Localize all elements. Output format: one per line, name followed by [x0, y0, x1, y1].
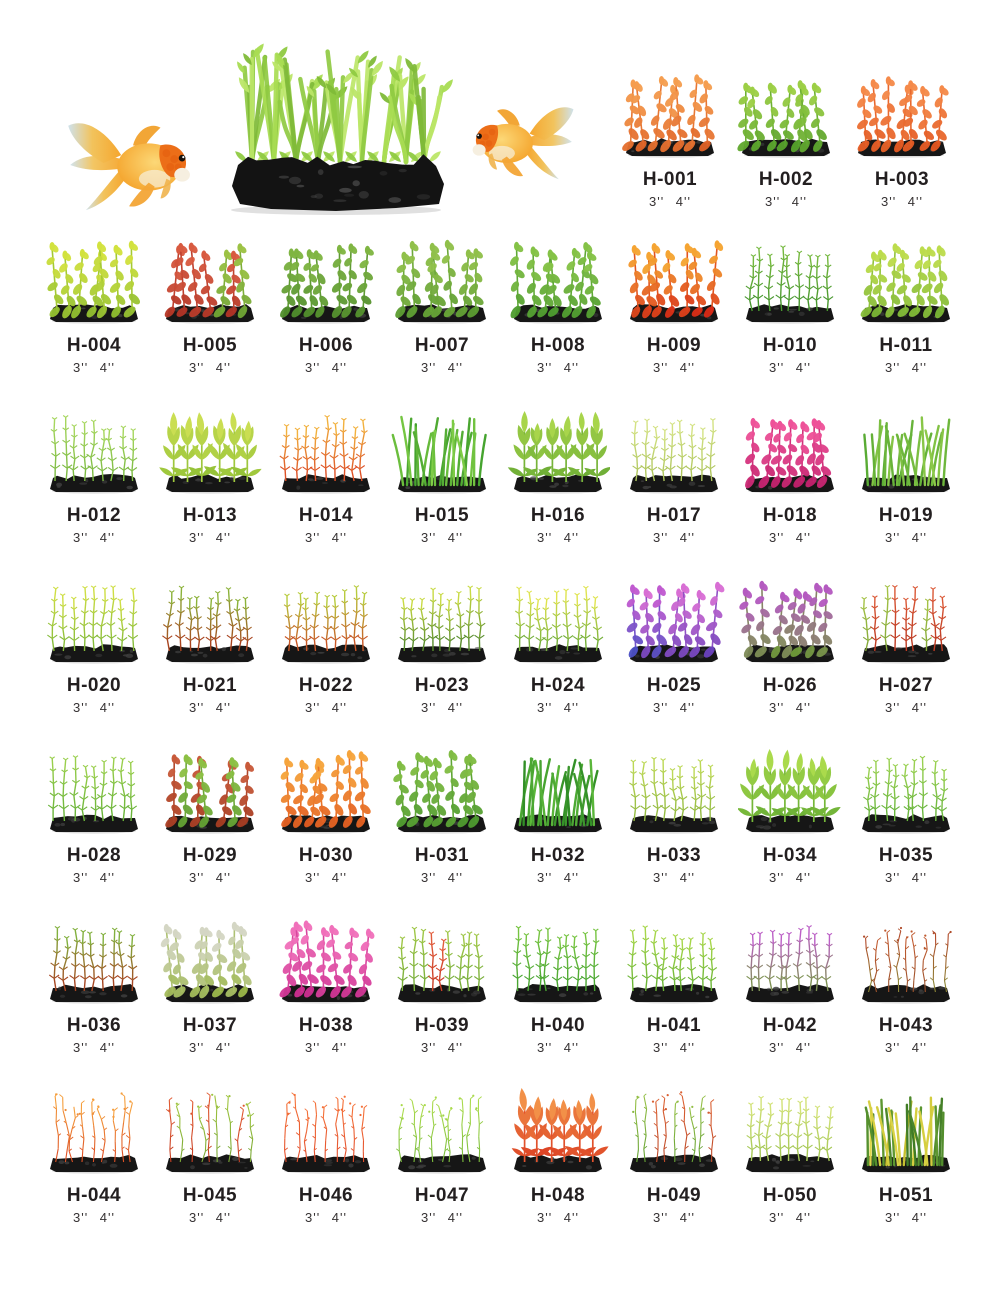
goldfish-right-icon — [458, 96, 580, 186]
product-size: 3'' 4'' — [653, 1210, 695, 1225]
product-size: 3'' 4'' — [537, 700, 579, 715]
plant-image — [42, 408, 146, 496]
product-code: H-044 — [66, 1185, 122, 1206]
plant-image — [390, 918, 494, 1006]
product-item — [732, 910, 848, 1080]
header-section — [0, 0, 1000, 230]
product-size: 3'' 4'' — [885, 1210, 927, 1225]
plant-image — [618, 64, 722, 160]
product-item — [616, 1080, 732, 1250]
product-item — [384, 1080, 500, 1250]
product-size: 3'' 4'' — [769, 870, 811, 885]
product-code: H-008 — [530, 335, 586, 356]
plant-image — [274, 578, 378, 666]
product-size: 3'' 4'' — [189, 1210, 231, 1225]
product-code: H-024 — [530, 675, 586, 696]
product-item — [732, 400, 848, 570]
plant-image — [622, 918, 726, 1006]
product-size: 3'' 4'' — [305, 1210, 347, 1225]
plant-image — [738, 578, 842, 666]
product-item — [616, 740, 732, 910]
product-code: H-005 — [182, 335, 238, 356]
plant-image — [622, 408, 726, 496]
product-size: 3'' 4'' — [421, 1040, 463, 1055]
product-row — [0, 230, 1000, 400]
product-size: 3'' 4'' — [421, 700, 463, 715]
product-size: 3'' 4'' — [421, 530, 463, 545]
plant-image — [390, 748, 494, 836]
plant-image — [622, 1088, 726, 1176]
product-size: 3'' 4'' — [189, 700, 231, 715]
product-code: H-045 — [182, 1185, 238, 1206]
product-code: H-040 — [530, 1015, 586, 1036]
product-code: H-006 — [298, 335, 354, 356]
product-item — [268, 740, 384, 910]
product-size: 3'' 4'' — [73, 1040, 115, 1055]
product-size: 3'' 4'' — [885, 1040, 927, 1055]
plant-image — [854, 748, 958, 836]
plant-image — [850, 64, 954, 160]
product-code: H-032 — [530, 845, 586, 866]
plant-image — [42, 578, 146, 666]
product-size: 3'' 4'' — [189, 360, 231, 375]
product-code: H-025 — [646, 675, 702, 696]
product-code: H-033 — [646, 845, 702, 866]
product-code: H-004 — [66, 335, 122, 356]
product-code: H-049 — [646, 1185, 702, 1206]
product-code: H-016 — [530, 505, 586, 526]
product-size: 3'' 4'' — [765, 194, 807, 209]
product-size: 3'' 4'' — [537, 530, 579, 545]
product-code: H-010 — [762, 335, 818, 356]
plant-image — [738, 748, 842, 836]
product-code: H-012 — [66, 505, 122, 526]
product-item — [848, 570, 964, 740]
plant-image — [42, 918, 146, 1006]
product-size: 3'' 4'' — [769, 700, 811, 715]
product-code: H-022 — [298, 675, 354, 696]
product-item — [848, 400, 964, 570]
product-item — [384, 400, 500, 570]
plant-image — [390, 238, 494, 326]
product-code: H-042 — [762, 1015, 818, 1036]
product-size: 3'' 4'' — [73, 530, 115, 545]
product-code: H-029 — [182, 845, 238, 866]
plant-image — [274, 918, 378, 1006]
plant-image — [506, 1088, 610, 1176]
product-size: 3'' 4'' — [537, 1210, 579, 1225]
product-size: 3'' 4'' — [73, 870, 115, 885]
product-item — [612, 56, 728, 208]
product-grid — [0, 230, 1000, 1250]
product-code: H-031 — [414, 845, 470, 866]
product-code: H-013 — [182, 505, 238, 526]
product-size: 3'' 4'' — [305, 360, 347, 375]
product-size: 3'' 4'' — [189, 1040, 231, 1055]
plant-image — [390, 408, 494, 496]
product-item — [36, 910, 152, 1080]
product-item — [36, 740, 152, 910]
product-code: H-017 — [646, 505, 702, 526]
product-size: 3'' 4'' — [769, 1040, 811, 1055]
product-item — [616, 570, 732, 740]
product-size: 3'' 4'' — [769, 1210, 811, 1225]
plant-image — [390, 578, 494, 666]
product-code: H-027 — [878, 675, 934, 696]
plant-image — [854, 238, 958, 326]
product-size: 3'' 4'' — [189, 870, 231, 885]
product-item — [500, 740, 616, 910]
product-size: 3'' 4'' — [885, 360, 927, 375]
product-item — [500, 1080, 616, 1250]
hero-plant-image — [216, 34, 456, 220]
product-item — [848, 910, 964, 1080]
product-item — [728, 56, 844, 208]
plant-image — [158, 408, 262, 496]
product-code: H-037 — [182, 1015, 238, 1036]
product-item — [732, 740, 848, 910]
product-code: H-039 — [414, 1015, 470, 1036]
product-item — [384, 570, 500, 740]
product-code: H-051 — [878, 1185, 934, 1206]
product-item — [500, 400, 616, 570]
plant-image — [738, 1088, 842, 1176]
product-size: 3'' 4'' — [881, 194, 923, 209]
plant-image — [622, 748, 726, 836]
product-size: 3'' 4'' — [537, 870, 579, 885]
product-row — [0, 740, 1000, 910]
product-item — [268, 910, 384, 1080]
plant-image — [274, 408, 378, 496]
product-size: 3'' 4'' — [653, 1040, 695, 1055]
plant-image — [622, 238, 726, 326]
product-code: H-041 — [646, 1015, 702, 1036]
product-item — [732, 570, 848, 740]
product-item — [268, 400, 384, 570]
product-row — [0, 570, 1000, 740]
plant-image — [506, 748, 610, 836]
plant-image — [734, 64, 838, 160]
plant-image — [274, 1088, 378, 1176]
product-size: 3'' 4'' — [305, 530, 347, 545]
product-code: H-009 — [646, 335, 702, 356]
product-size: 3'' 4'' — [769, 530, 811, 545]
product-item — [36, 1080, 152, 1250]
product-item — [152, 910, 268, 1080]
product-code: H-011 — [879, 335, 933, 356]
plant-image — [158, 238, 262, 326]
product-size: 3'' 4'' — [421, 360, 463, 375]
product-item — [36, 570, 152, 740]
product-size: 3'' 4'' — [537, 1040, 579, 1055]
product-size: 3'' 4'' — [885, 530, 927, 545]
plant-image — [158, 578, 262, 666]
plant-image — [854, 918, 958, 1006]
plant-image — [506, 238, 610, 326]
product-code: H-014 — [298, 505, 354, 526]
product-item — [500, 910, 616, 1080]
product-item — [848, 1080, 964, 1250]
product-code: H-023 — [414, 675, 470, 696]
plant-image — [506, 408, 610, 496]
plant-image — [854, 1088, 958, 1176]
plant-image — [390, 1088, 494, 1176]
product-code: H-038 — [298, 1015, 354, 1036]
product-size: 3'' 4'' — [305, 1040, 347, 1055]
product-item — [152, 570, 268, 740]
plant-image — [274, 238, 378, 326]
product-row — [0, 400, 1000, 570]
product-item — [616, 910, 732, 1080]
product-code: H-019 — [878, 505, 934, 526]
product-item — [268, 230, 384, 400]
product-code: H-015 — [414, 505, 470, 526]
product-size: 3'' 4'' — [421, 870, 463, 885]
product-size: 3'' 4'' — [73, 360, 115, 375]
product-code: H-003 — [874, 169, 930, 190]
product-item — [268, 1080, 384, 1250]
plant-image — [738, 238, 842, 326]
product-size: 3'' 4'' — [305, 700, 347, 715]
product-item — [500, 570, 616, 740]
product-size: 3'' 4'' — [189, 530, 231, 545]
plant-image — [158, 918, 262, 1006]
product-code: H-021 — [182, 675, 238, 696]
product-row — [0, 910, 1000, 1080]
plant-image — [274, 748, 378, 836]
product-item — [732, 230, 848, 400]
plant-image — [42, 238, 146, 326]
product-code: H-046 — [298, 1185, 354, 1206]
product-item — [848, 740, 964, 910]
product-item — [152, 1080, 268, 1250]
product-item — [500, 230, 616, 400]
product-size: 3'' 4'' — [649, 194, 691, 209]
product-code: H-028 — [66, 845, 122, 866]
product-code: H-035 — [878, 845, 934, 866]
product-code: H-050 — [762, 1185, 818, 1206]
product-code: H-030 — [298, 845, 354, 866]
plant-image — [854, 408, 958, 496]
product-size: 3'' 4'' — [653, 700, 695, 715]
product-item — [36, 230, 152, 400]
product-item — [152, 740, 268, 910]
product-item — [152, 400, 268, 570]
goldfish-left-icon — [60, 110, 208, 218]
product-item — [616, 400, 732, 570]
product-size: 3'' 4'' — [73, 700, 115, 715]
product-item — [844, 56, 960, 208]
plant-image — [158, 1088, 262, 1176]
plant-image — [506, 918, 610, 1006]
plant-image — [738, 408, 842, 496]
product-item — [848, 230, 964, 400]
product-code: H-026 — [762, 675, 818, 696]
plant-image — [854, 578, 958, 666]
product-size: 3'' 4'' — [769, 360, 811, 375]
product-code: H-034 — [762, 845, 818, 866]
product-item — [732, 1080, 848, 1250]
product-code: H-001 — [642, 169, 698, 190]
plant-image — [738, 918, 842, 1006]
product-size: 3'' 4'' — [305, 870, 347, 885]
product-item — [36, 400, 152, 570]
product-size: 3'' 4'' — [885, 700, 927, 715]
product-item — [152, 230, 268, 400]
product-code: H-007 — [414, 335, 470, 356]
product-size: 3'' 4'' — [885, 870, 927, 885]
product-size: 3'' 4'' — [653, 530, 695, 545]
plant-image — [42, 1088, 146, 1176]
product-code: H-020 — [66, 675, 122, 696]
product-code: H-036 — [66, 1015, 122, 1036]
product-code: H-043 — [878, 1015, 934, 1036]
product-item — [384, 740, 500, 910]
product-code: H-048 — [530, 1185, 586, 1206]
plant-image — [42, 748, 146, 836]
product-size: 3'' 4'' — [421, 1210, 463, 1225]
product-code: H-002 — [758, 169, 814, 190]
featured-products-row — [612, 56, 960, 208]
product-row — [0, 1080, 1000, 1250]
product-code: H-047 — [414, 1185, 470, 1206]
product-size: 3'' 4'' — [73, 1210, 115, 1225]
plant-image — [506, 578, 610, 666]
product-item — [384, 230, 500, 400]
plant-image — [622, 578, 726, 666]
product-size: 3'' 4'' — [653, 360, 695, 375]
product-item — [616, 230, 732, 400]
plant-image — [158, 748, 262, 836]
product-size: 3'' 4'' — [537, 360, 579, 375]
product-item — [384, 910, 500, 1080]
product-size: 3'' 4'' — [653, 870, 695, 885]
product-code: H-018 — [762, 505, 818, 526]
product-item — [268, 570, 384, 740]
